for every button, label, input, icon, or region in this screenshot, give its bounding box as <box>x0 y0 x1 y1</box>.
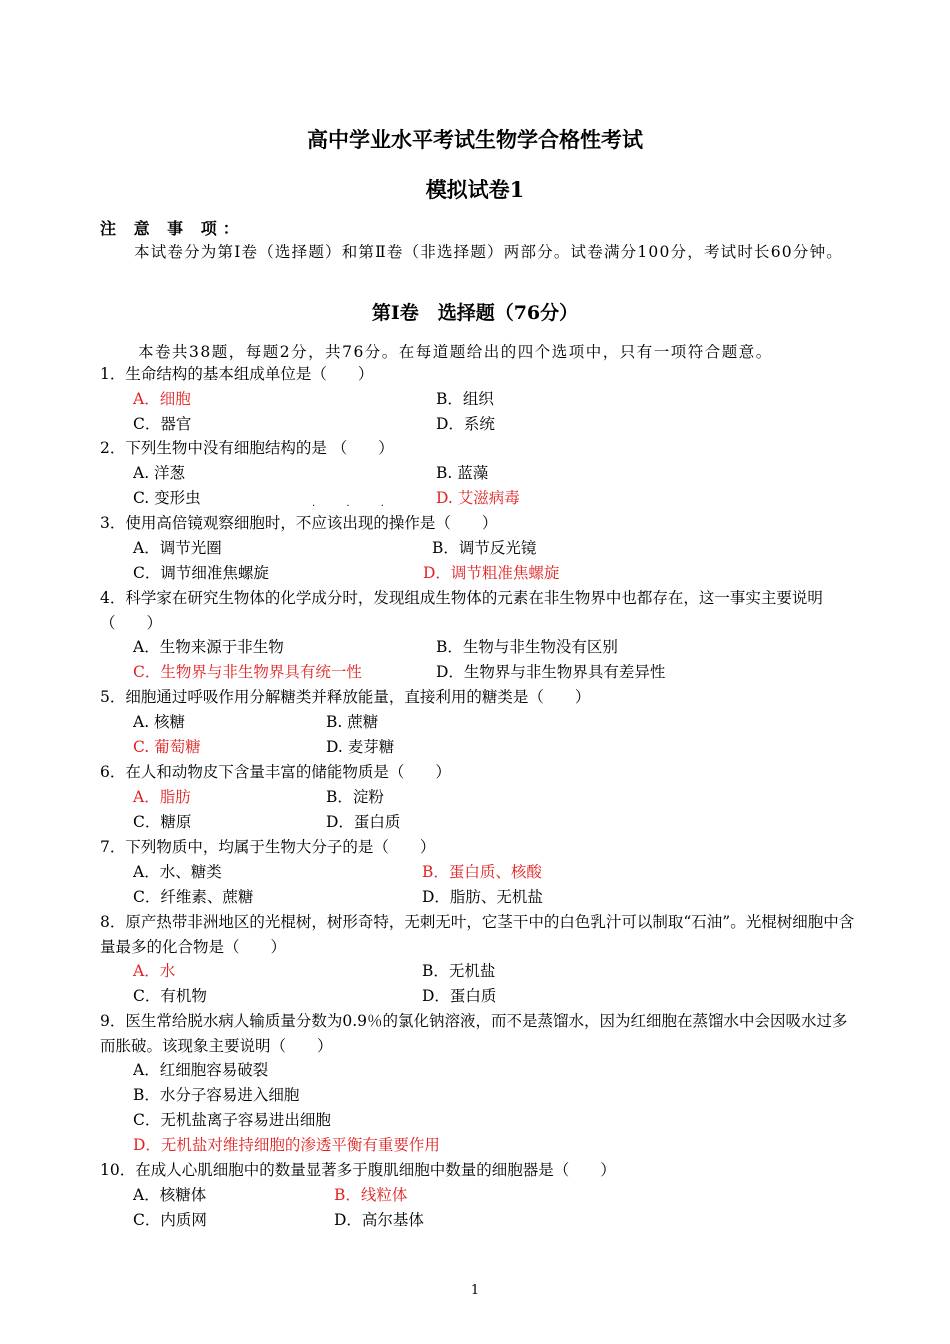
option-b: B．水分子容易进入细胞 <box>133 1086 300 1104</box>
question-stem: 10．在成人心肌细胞中的数量显著多于腹肌细胞中数量的细胞器是（ ） <box>100 1161 616 1179</box>
option-c: C．纤维素、蔗糖 <box>133 888 254 906</box>
option-b: B．组织 <box>436 390 494 408</box>
question-stem: 2．下列生物中没有细胞结构的是 （ ） <box>100 439 394 457</box>
question-stem: 9．医生常给脱水病人输质量分数为0.9％的氯化钠溶液，而不是蒸馏水，因为红细胞在蒸馏水中会因吸水过多而胀破。该现象主要说明（ ） <box>100 1012 848 1055</box>
option-a: A．细胞 <box>133 390 191 408</box>
option-d: D. 麦芽糖 <box>326 738 395 756</box>
option-a: A．核糖体 <box>133 1186 207 1204</box>
option-d: D．生物界与非生物界具有差异性 <box>436 663 666 681</box>
option-b: B．无机盐 <box>422 962 496 980</box>
option-d: D．系统 <box>436 415 495 433</box>
option-d: D. 艾滋病毒 <box>436 489 520 507</box>
exam-title: 高中学业水平考试生物学合格性考试 <box>307 127 643 152</box>
question-stem: 1．生命结构的基本组成单位是（ ） <box>100 365 374 383</box>
option-c: C．内质网 <box>133 1211 207 1229</box>
option-c: C．有机物 <box>133 987 207 1005</box>
question-stem: 4．科学家在研究生物体的化学成分时，发现组成生物体的元素在非生物界中也都存在，这一事实主要说明（ ） <box>100 589 823 632</box>
option-b: B. 蓝藻 <box>436 464 489 482</box>
option-a: A．脂肪 <box>133 788 191 806</box>
option-d: D．无机盐对维持细胞的渗透平衡有重要作用 <box>133 1136 440 1154</box>
option-c: C．器官 <box>133 415 192 433</box>
option-d: D．调节粗准焦螺旋 <box>423 564 560 582</box>
option-b: B．生物与非生物没有区别 <box>436 638 618 656</box>
question-stem: 7．下列物质中，均属于生物大分子的是（ ） <box>100 838 436 856</box>
option-d: D．蛋白质 <box>326 813 401 831</box>
option-b: B．调节反光镜 <box>432 539 537 557</box>
option-a: A. 核糖 <box>133 713 186 731</box>
section-title: 第Ⅰ卷 选择题（76分） <box>371 302 579 324</box>
option-b: B．蛋白质、核酸 <box>422 863 542 881</box>
option-c: C．调节细准焦螺旋 <box>133 564 269 582</box>
notice-body: 本试卷分为第Ⅰ卷（选择题）和第Ⅱ卷（非选择题）两部分。试卷满分100分，考试时长60分钟。 <box>134 243 843 261</box>
notice-heading: 注 意 事 项： <box>100 219 245 238</box>
page-number: 1 <box>470 1283 480 1298</box>
option-a: A．水 <box>133 962 176 980</box>
option-a: A．红细胞容易破裂 <box>133 1061 269 1079</box>
option-a: A．水、糖类 <box>133 863 222 881</box>
option-d: D．蛋白质 <box>422 987 497 1005</box>
option-b: B．线粒体 <box>334 1186 408 1204</box>
option-d: D．脂肪、无机盐 <box>422 888 543 906</box>
option-a: A．生物来源于非生物 <box>133 638 284 656</box>
question-stem: 8．原产热带非洲地区的光棍树，树形奇特，无刺无叶，它茎干中的白色乳汁可以制取“石油”。光棍树细胞中含量最多的化合物是（ ） <box>100 913 855 956</box>
question-stem: 6．在人和动物皮下含量丰富的储能物质是（ ） <box>100 763 451 781</box>
emphasis-dots: · · · <box>312 501 398 512</box>
question-stem: 3．使用高倍镜观察细胞时，不应该出现的操作是（ ） <box>100 514 498 532</box>
option-b: B．淀粉 <box>326 788 384 806</box>
exam-subtitle: 模拟试卷1 <box>425 177 525 202</box>
option-c: C. 葡萄糖 <box>133 738 201 756</box>
option-b: B. 蔗糖 <box>326 713 379 731</box>
question-stem: 5．细胞通过呼吸作用分解糖类并释放能量，直接利用的糖类是（ ） <box>100 688 591 706</box>
option-a: A．调节光圈 <box>133 539 222 557</box>
option-c: C．无机盐离子容易进出细胞 <box>133 1111 331 1129</box>
option-a: A. 洋葱 <box>133 464 186 482</box>
section-intro: 本卷共38题，每题2分，共76分。在每道题给出的四个选项中，只有一项符合题意。 <box>138 343 773 361</box>
option-c: C．糖原 <box>133 813 192 831</box>
option-c: C. 变形虫 <box>133 489 201 507</box>
option-c: C．生物界与非生物界具有统一性 <box>133 663 362 681</box>
option-d: D．高尔基体 <box>334 1211 424 1229</box>
